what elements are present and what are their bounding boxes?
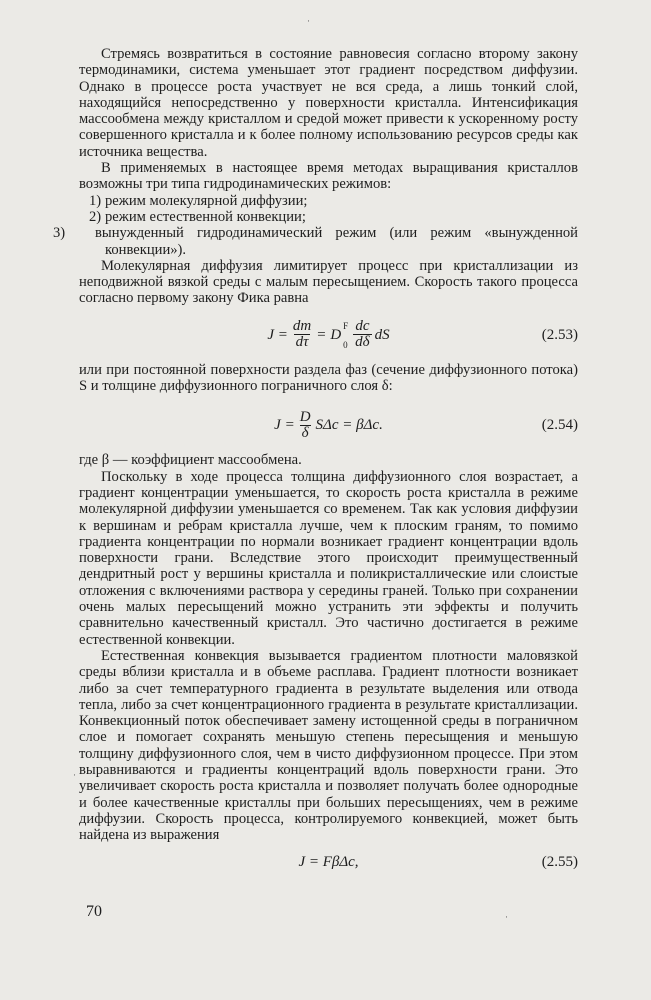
fraction-dm-dtau: $\frac{dm}{d\tau}$: [292, 318, 312, 351]
paragraph-4: или при постоянной поверхности раздела фаз (сечение диффузионного потока) S и толщине диффузионного пограничного слоя δ:: [79, 361, 578, 395]
scan-speck: ·: [505, 912, 508, 922]
equation-number: (2.54): [541, 417, 578, 434]
page-body: [53, 46, 578, 873]
fraction-dc-ddelta: $\frac{dc}{d\delta}$: [355, 318, 370, 351]
page-number: 70: [86, 903, 102, 920]
equation-2-53: J = $\frac{dm}{d\tau}$ = D F 0 $\frac{dc}{d\delta}$ dS (2.53): [267, 318, 578, 351]
scan-speck: ·: [73, 770, 76, 780]
fraction-D-delta: $\frac{D}{\delta}$: [299, 408, 311, 441]
scan-speck: ·: [307, 16, 310, 26]
equation-number: (2.53): [541, 326, 578, 343]
integral-limits: F 0: [343, 320, 349, 351]
equation-2-55: J = FβΔc, (2.55): [298, 854, 578, 871]
list-item: 2) режим естественной конвекции;: [89, 208, 306, 225]
paragraph-1: Стремясь возвратиться в состояние равновесия согласно второму закону термодинамики, система уменьшает этот градиент посредством диффузии. Однако в процессе роста участвует не вся среда, а лишь тонкий слой, находящийся непосредственно у поверхности кристалла. Интенсификация массообмена между кристаллом и средой может привести к ускоренному росту совершенного кристалла и к более полному использованию ресурсов среды как источника вещества.: [79, 46, 578, 160]
paragraph-2: В применяемых в настоящее время методах выращивания кристаллов возможны три типа гидродинамических режимов:: [79, 160, 578, 193]
paragraph-3: Молекулярная диффузия лимитирует процесс при кристаллизации из неподвижной вязкой среды с малым пересыщением. Скорость такого процесса согласно первому закону Фика равна: [79, 257, 578, 307]
equation-number: (2.55): [541, 854, 578, 871]
equation-2-54: J = $\frac{D}{\delta}$ SΔc = βΔc. (2.54): [274, 408, 578, 441]
paragraph-7: Естественная конвекция вызывается градиентом плотности маловязкой среды вблизи кристалла и в объеме расплава. Градиент плотности возникает либо за счет температурного градиента в результате выделения или отвода тепла, либо за счет концентрационного градиента в результате кристаллизации. Конвекционный поток обеспечивает замену истощенной среды в пограничном слое и помогает сохранять меньшую степень пересыщения и меньшую толщину диффузионного слоя, чем в чисто диффузионном процессе. При этом выравниваются и градиенты концентраций вдоль поверхности грани. Это увеличивает скорость роста кристалла и позволяет получать более однородные и более качественные кристаллы при больших пересыщениях, чем в режиме диффузии. Скорость процесса, контролируемого конвекцией, может быть найдена из выражения: [79, 647, 578, 844]
list-item: 1) режим молекулярной диффузии;: [89, 192, 308, 209]
paragraph-5: где β — коэффициент массообмена.: [79, 452, 302, 469]
paragraph-6: Поскольку в ходе процесса толщина диффузионного слоя возрастает, а градиент концентрации уменьшается, то скорость роста кристалла в режиме молекулярной диффузии уменьшается со временем. Так как условия диффузии к вершинам и ребрам кристалла лучше, чем к плоским граням, то помимо градиента концентрации по нормали возникает градиент концентрации вдоль поверхности грани. Вследствие этого происходит преимущественный дендритный рост у вершины кристалла и поликристаллические или слоистые отложения с включениями раствора у середины граней. Только при сохранении очень малых пересыщений можно устранить эти эффекты и получить сравнительно качественный кристалл. Это частично достигается в режиме естественной конвекции.: [79, 468, 578, 648]
list-item: 3) вынужденный гидродинамический режим (или режим «вынужденной конвекции»).: [53, 225, 578, 258]
